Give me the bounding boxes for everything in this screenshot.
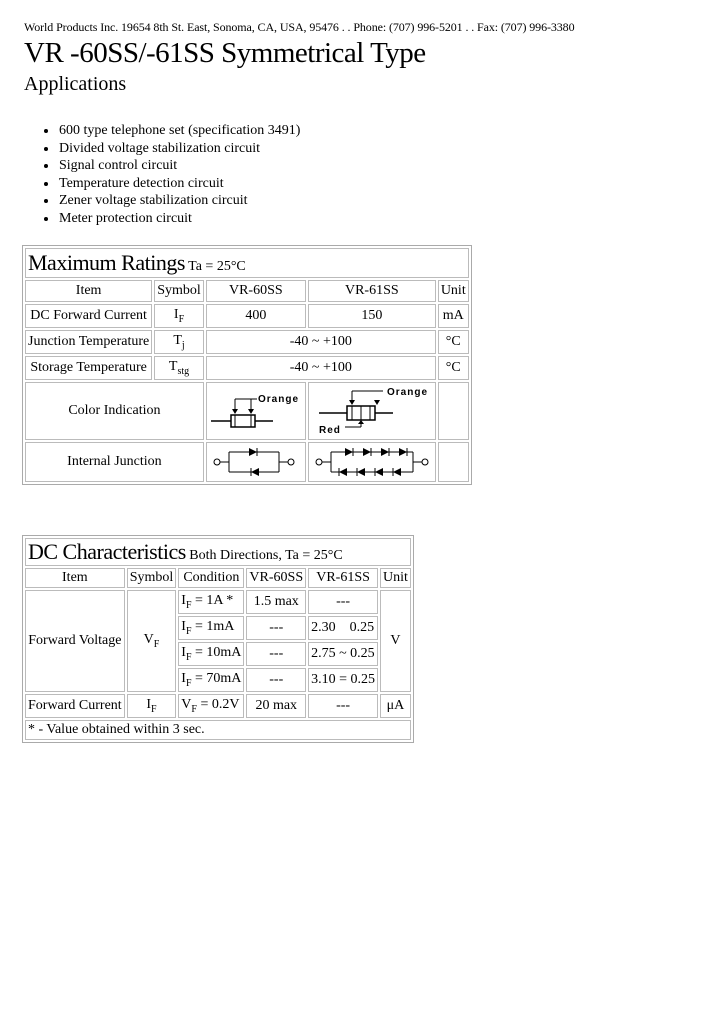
row-symbol: $T_j$: [154, 330, 204, 354]
row-unit: V: [380, 590, 411, 692]
row-condition: $I_F = 1A$ *: [178, 590, 244, 614]
diode-string-icon: [311, 444, 433, 480]
color-band-diagram-icon: [311, 383, 433, 439]
row-condition: $I_F = 10mA$: [178, 642, 244, 666]
row-unit: [438, 442, 469, 482]
row-vr60ss: ---: [246, 668, 306, 692]
row-vr60ss: ---: [246, 616, 306, 640]
row-vr60ss: 20 max: [246, 694, 306, 718]
row-item: Forward Current: [25, 694, 125, 718]
dc-characteristics-condition: Both Directions, Ta = 25°C: [189, 548, 343, 563]
row-symbol: $I_F$: [127, 694, 177, 718]
row-unit: mA: [438, 304, 469, 328]
header-item: Item: [25, 280, 152, 302]
row-vr61ss: 150: [308, 304, 436, 328]
color-indication-vr60ss: [206, 382, 306, 440]
table-row: [25, 382, 469, 440]
dc-characteristics-title: DC Characteristics: [28, 539, 186, 564]
list-item: • Temperature detection circuit: [58, 175, 300, 193]
row-vr61ss: 2.75 ~ 0.25: [308, 642, 378, 666]
color-band-diagram-icon: [209, 385, 303, 437]
maximum-ratings-caption: [25, 248, 469, 278]
maximum-ratings-title: Maximum Ratings: [28, 250, 185, 275]
header-vr61ss: VR-61SS: [308, 280, 436, 302]
row-vr60ss: 1.5 max: [246, 590, 306, 614]
internal-junction-vr60ss: [206, 442, 306, 482]
header-symbol: Symbol: [154, 280, 204, 302]
diode-pair-icon: [209, 444, 303, 480]
row-vr60ss: 400: [206, 304, 306, 328]
list-item: • Signal control circuit: [58, 157, 300, 175]
row-value: -40 ~ +100: [206, 356, 436, 380]
label-orange: Orange: [257, 394, 299, 405]
table-row: [25, 590, 411, 614]
label-red: Red: [318, 425, 341, 436]
row-vr61ss: ---: [308, 590, 378, 614]
applications-list: [40, 122, 300, 228]
table-row: [25, 694, 411, 718]
row-item: Internal Junction: [25, 442, 204, 482]
header-unit: Unit: [438, 280, 469, 302]
row-item: Junction Temperature: [25, 330, 152, 354]
row-item: Forward Voltage: [25, 590, 125, 692]
footnote: * - Value obtained within 3 sec.: [25, 720, 411, 740]
list-item: • Divided voltage stabilization circuit: [58, 140, 300, 158]
header-vr60ss: VR-60SS: [246, 568, 306, 588]
row-vr61ss: 2.30 0.25: [308, 616, 378, 640]
dc-characteristics-caption: [25, 538, 411, 566]
row-symbol: $T_{stg}$: [154, 356, 204, 380]
row-vr61ss: ---: [308, 694, 378, 718]
row-unit: μA: [380, 694, 411, 718]
header-condition: Condition: [178, 568, 244, 588]
row-symbol: $I_F$: [154, 304, 204, 328]
row-condition: $I_F = 1mA$: [178, 616, 244, 640]
table-row: [25, 304, 469, 328]
row-condition: $I_F = 70mA$: [178, 668, 244, 692]
dc-characteristics-table: [22, 535, 414, 743]
maximum-ratings-condition: Ta = 25°C: [188, 259, 246, 274]
list-item: • 600 type telephone set (specification 3491): [58, 122, 300, 140]
row-vr61ss: 3.10 = 0.25: [308, 668, 378, 692]
row-item: DC Forward Current: [25, 304, 152, 328]
list-item: • Meter protection circuit: [58, 210, 300, 228]
header-item: Item: [25, 568, 125, 588]
label-orange: Orange: [386, 387, 428, 398]
row-symbol: $V_F$: [127, 590, 177, 692]
table-row: [25, 356, 469, 380]
list-item: • Zener voltage stabilization circuit: [58, 192, 300, 210]
row-vr60ss: ---: [246, 642, 306, 666]
header-symbol: Symbol: [127, 568, 177, 588]
table-row: [25, 330, 469, 354]
row-unit: [438, 382, 469, 440]
header-vr61ss: VR-61SS: [308, 568, 378, 588]
row-condition: $V_F = 0.2V$: [178, 694, 244, 718]
row-unit: °C: [438, 330, 469, 354]
applications-heading: Applications: [24, 73, 127, 95]
page-title: VR -60SS/-61SS Symmetrical Type: [24, 37, 426, 69]
row-item: Color Indication: [25, 382, 204, 440]
company-header: World Products Inc. 19654 8th St. East, Sonoma, CA, USA, 95476 . . Phone: (707) 996-5201 . . Fax: (707) 996-3380: [24, 20, 575, 34]
header-unit: Unit: [380, 568, 411, 588]
table-row: [25, 442, 469, 482]
header-vr60ss: VR-60SS: [206, 280, 306, 302]
internal-junction-vr61ss: [308, 442, 436, 482]
row-unit: °C: [438, 356, 469, 380]
color-indication-vr61ss: [308, 382, 436, 440]
row-value: -40 ~ +100: [206, 330, 436, 354]
row-item: Storage Temperature: [25, 356, 152, 380]
maximum-ratings-table: [22, 245, 472, 485]
